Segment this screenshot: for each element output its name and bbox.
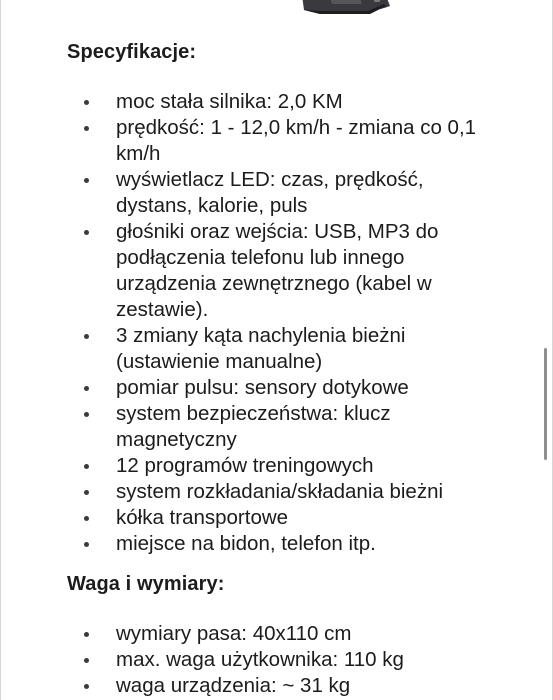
list-item-text: system bezpieczeństwa: klucz magnetyczny (116, 402, 391, 451)
list-item-text: wyświetlacz LED: czas, prędkość, dystans, kalorie, puls (116, 168, 424, 217)
list-item-text: system rozkładania/składania bieżni (116, 480, 444, 503)
list-item-text: 3 zmiany kąta nachylenia bieżni (ustawienie manualne) (116, 324, 406, 373)
bullet-icon (84, 516, 89, 521)
spec-item-holder (0, 531, 500, 557)
spec-item-display (0, 167, 500, 219)
bullet-icon (84, 100, 89, 105)
bullet-icon (84, 632, 89, 637)
list-item-text: moc stała silnika: 2,0 KM (116, 90, 343, 113)
list-item-text: głośniki oraz wejścia: USB, MP3 do podłączenia telefonu lub innego urządzenia zewnętrznego (kabel w zestawie). (116, 220, 439, 321)
bullet-icon (84, 412, 89, 417)
spec-item-speed (0, 115, 500, 167)
list-item-text: 12 programów treningowych (116, 454, 374, 477)
bullet-icon (84, 334, 89, 339)
spec-item-wheels (0, 505, 500, 531)
list-item-text: kółka transportowe (116, 506, 289, 529)
weight-dimensions-heading: Waga i wymiary: (67, 573, 225, 595)
weight-item-device-weight (0, 673, 500, 699)
specs-list (0, 89, 500, 557)
weight-item-max-user (0, 647, 500, 673)
bullet-icon (84, 386, 89, 391)
weight-item-belt-size (0, 621, 500, 647)
bullet-icon (84, 230, 89, 235)
spec-item-incline (0, 323, 500, 375)
product-image-bottom (300, 0, 390, 14)
scroll-indicator[interactable] (544, 348, 547, 460)
specs-heading: Specyfikacje: (67, 41, 197, 63)
list-item-text: miejsce na bidon, telefon itp. (116, 532, 376, 555)
spec-item-safety (0, 401, 500, 453)
bullet-icon (84, 178, 89, 183)
weight-dimensions-list (0, 621, 500, 699)
list-item-text: pomiar pulsu: sensory dotykowe (116, 376, 409, 399)
bullet-icon (84, 542, 89, 547)
bullet-icon (84, 684, 89, 689)
bullet-icon (84, 126, 89, 131)
spec-item-folding (0, 479, 500, 505)
spec-item-motor-power (0, 89, 500, 115)
list-item-text: wymiary pasa: 40x110 cm (116, 622, 352, 645)
bullet-icon (84, 658, 89, 663)
list-item-text: max. waga użytkownika: 110 kg (116, 648, 404, 671)
spec-item-programs (0, 453, 500, 479)
list-item-text: waga urządzenia: ~ 31 kg (116, 674, 351, 697)
spec-item-speakers (0, 219, 500, 323)
bullet-icon (84, 490, 89, 495)
bullet-icon (84, 464, 89, 469)
list-item-text: prędkość: 1 - 12,0 km/h - zmiana co 0,1 km/h (116, 116, 477, 165)
spec-item-pulse (0, 375, 500, 401)
